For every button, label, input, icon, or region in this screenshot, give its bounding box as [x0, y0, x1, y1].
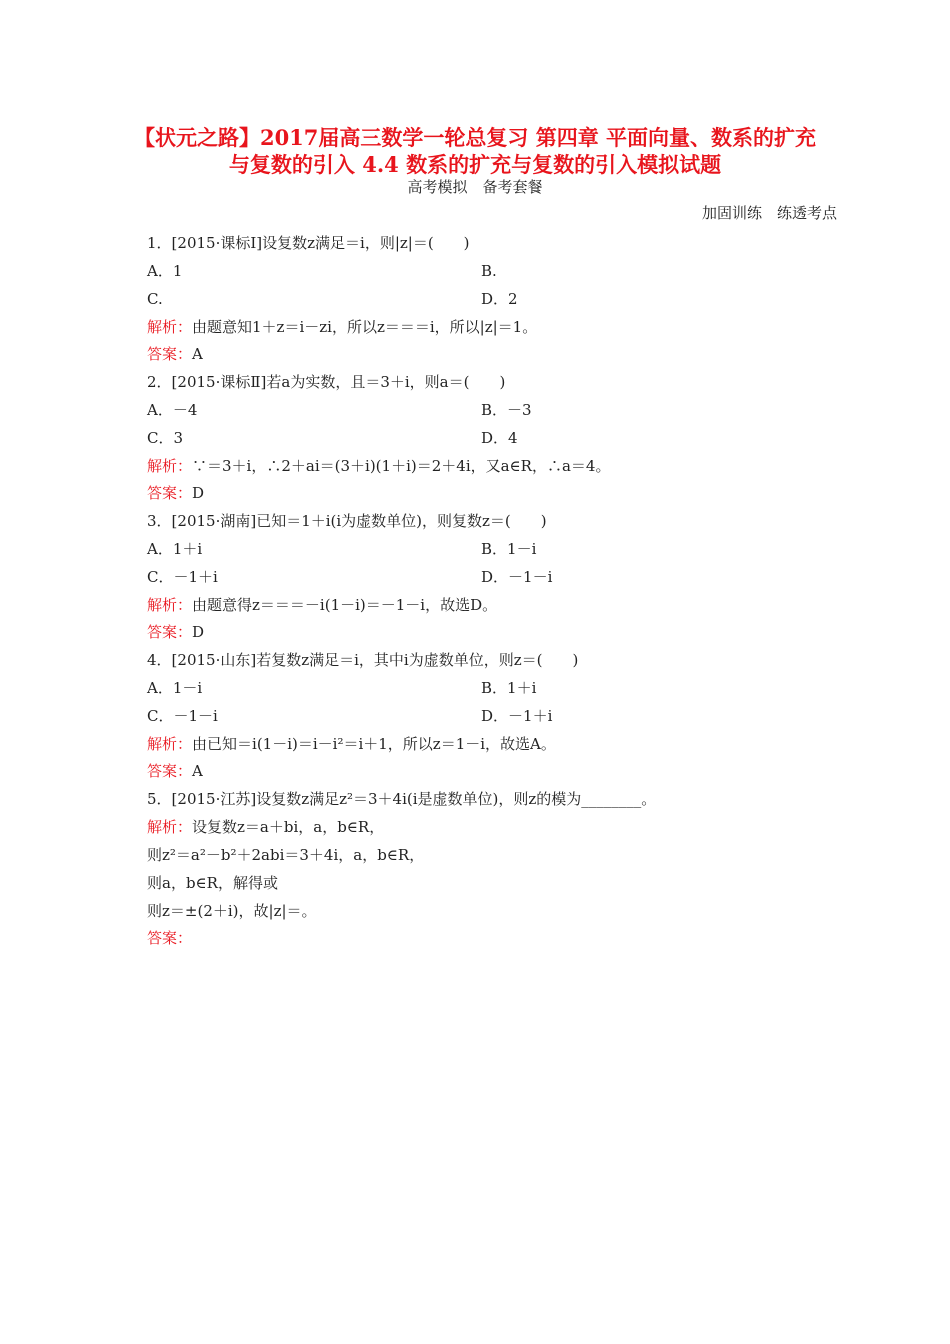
analysis-label: 解析：	[147, 457, 193, 475]
question-2-option-b: B．－3	[481, 401, 532, 419]
answer-label: 答案：	[147, 345, 193, 363]
answer-label: 答案：	[147, 623, 193, 641]
question-2-option-c: C．3	[147, 429, 184, 447]
answer-label: 答案：	[147, 484, 193, 502]
question-2-answer	[147, 483, 204, 503]
analysis-label: 解析：	[147, 596, 193, 614]
question-1-option-c: C.	[147, 290, 163, 308]
question-1-option-b: B.	[481, 262, 497, 280]
analysis-label: 解析：	[147, 818, 193, 836]
question-2-analysis	[147, 456, 610, 476]
question-4-option-c: C．－1－i	[147, 707, 218, 725]
question-5-analysis	[147, 817, 384, 837]
question-5-analysis-line3: 则a，b∈R，解得或	[147, 874, 278, 892]
question-5-analysis-line2: 则z²＝a²－b²＋2abi＝3＋4i，a，b∈R，	[147, 846, 425, 864]
question-1-option-a: A．1	[147, 262, 183, 280]
question-5-answer	[147, 928, 192, 948]
question-3-answer	[147, 622, 204, 642]
question-1-answer	[147, 344, 203, 364]
question-4-answer-text: A	[192, 762, 203, 780]
question-4-analysis	[147, 734, 556, 754]
question-2-option-a: A．－4	[147, 401, 198, 419]
analysis-label: 解析：	[147, 318, 193, 336]
answer-label: 答案：	[147, 929, 193, 947]
question-5-analysis-line4: 则z＝±(2＋i)，故|z|＝。	[147, 902, 317, 920]
question-3-option-d: D．－1－i	[481, 568, 553, 586]
question-3-analysis	[147, 595, 497, 615]
question-4-option-d: D．－1＋i	[481, 707, 553, 725]
question-3-answer-text: D	[192, 623, 205, 641]
question-1-stem: 1．[2015·课标Ⅰ]设复数z满足＝i，则|z|＝( )	[147, 234, 470, 252]
question-5-analysis-line1: 设复数z＝a＋bi，a，b∈R，	[192, 818, 385, 836]
right-note: 加固训练 练透考点	[701, 204, 837, 222]
question-3-stem: 3．[2015·湖南]已知＝1＋i(i为虚数单位)，则复数z＝( )	[147, 512, 547, 530]
question-4-stem: 4．[2015·山东]若复数z满足＝i，其中i为虚数单位，则z＝( )	[147, 651, 579, 669]
question-1-analysis-text: 由题意知1＋z＝i－zi，所以z＝＝＝i，所以|z|＝1。	[192, 318, 538, 336]
document-title-line1: 【状元之路】2017届高三数学一轮总复习 第四章 平面向量、数系的扩充	[133, 125, 817, 150]
analysis-label: 解析：	[147, 735, 193, 753]
question-3-option-b: B．1－i	[481, 540, 537, 558]
answer-label: 答案：	[147, 762, 193, 780]
question-4-option-a: A．1－i	[147, 679, 203, 697]
question-1-answer-text: A	[192, 345, 203, 363]
question-2-analysis-text: ∵＝3＋i，∴2＋ai＝(3＋i)(1＋i)＝2＋4i，又a∈R，∴a＝4。	[192, 457, 611, 475]
question-2-stem: 2．[2015·课标Ⅱ]若a为实数，且＝3＋i，则a＝( )	[147, 373, 506, 391]
question-4-option-b: B．1＋i	[481, 679, 537, 697]
question-1-option-d: D．2	[481, 290, 518, 308]
question-5-stem: 5．[2015·江苏]设复数z满足z²＝3＋4i(i是虚数单位)，则z的模为________。	[147, 790, 657, 808]
question-3-analysis-text: 由题意得z＝＝＝－i(1－i)＝－1－i，故选D。	[192, 596, 498, 614]
question-2-answer-text: D	[192, 484, 205, 502]
document-subtitle: 高考模拟 备考套餐	[407, 178, 543, 196]
question-3-option-a: A．1＋i	[147, 540, 203, 558]
question-1-analysis	[147, 317, 537, 337]
question-2-option-d: D．4	[481, 429, 518, 447]
document-title-line2: 与复数的引入 4.4 数系的扩充与复数的引入模拟试题	[228, 152, 722, 177]
question-4-analysis-text: 由已知＝i(1－i)＝i－i²＝i＋1，所以z＝1－i，故选A。	[192, 735, 556, 753]
question-4-answer	[147, 761, 203, 781]
question-3-option-c: C．－1＋i	[147, 568, 218, 586]
